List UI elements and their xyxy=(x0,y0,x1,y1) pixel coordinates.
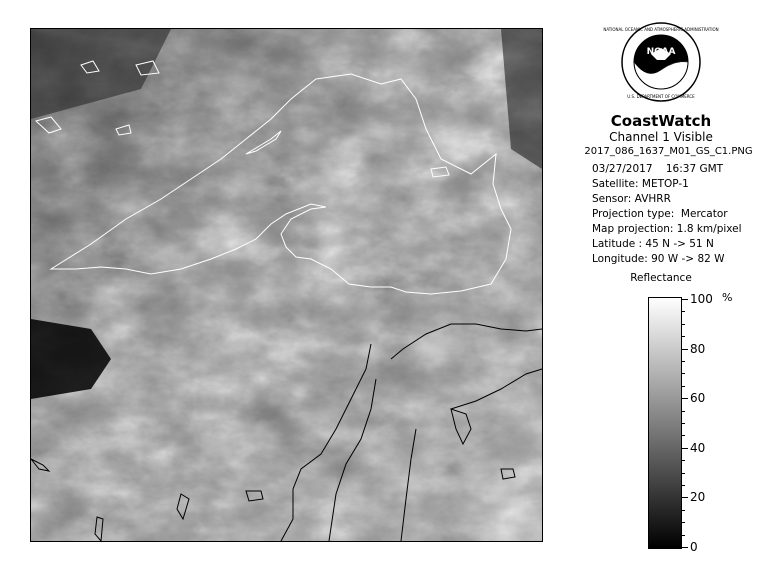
colorbar-minor-tick xyxy=(682,411,685,412)
colorbar-minor-tick xyxy=(682,435,685,436)
seal-text-top: NATIONAL OCEANIC AND ATMOSPHERIC ADMINISTRATION xyxy=(603,27,719,32)
colorbar-tick-mark xyxy=(682,547,688,548)
map-projection-text: Map projection: 1.8 km/pixel xyxy=(592,223,742,235)
colorbar-minor-tick xyxy=(682,522,685,523)
colorbar-tick-mark xyxy=(682,349,688,350)
longitude-text: Longitude: 90 W -> 82 W xyxy=(592,253,725,265)
map-canvas xyxy=(31,29,542,541)
satellite-text: Satellite: METOP-1 xyxy=(592,178,689,190)
colorbar-minor-tick xyxy=(682,423,685,424)
colorbar-tick-label: 40 xyxy=(690,441,706,455)
brand-title: CoastWatch xyxy=(610,112,712,130)
latitude-text: Latitude : 45 N -> 51 N xyxy=(592,238,714,250)
colorbar-tick-label: 20 xyxy=(690,490,706,504)
colorbar-tick-label: 60 xyxy=(690,391,706,405)
satellite-image xyxy=(30,28,543,542)
colorbar-minor-tick xyxy=(682,473,685,474)
colorbar-tick-mark xyxy=(682,448,688,449)
colorbar-tick-label: 80 xyxy=(690,342,706,356)
colorbar-minor-tick xyxy=(682,460,685,461)
colorbar-tick-mark xyxy=(682,497,688,498)
logo-agency-text: NOAA xyxy=(646,47,676,57)
colorbar-minor-tick xyxy=(682,386,685,387)
seal-text-bottom: U.S. DEPARTMENT OF COMMERCE xyxy=(627,94,695,99)
colorbar-tick-mark xyxy=(682,299,688,300)
colorbar-minor-tick xyxy=(682,535,685,536)
projection-type-text: Projection type: Mercator xyxy=(592,208,728,220)
colorbar-minor-tick xyxy=(682,311,685,312)
colorbar-minor-tick xyxy=(682,336,685,337)
colorbar-tick-label: 0 xyxy=(690,540,698,554)
noaa-logo xyxy=(603,22,719,102)
colorbar-tick-mark xyxy=(682,398,688,399)
colorbar-unit: % xyxy=(722,291,733,304)
colorbar-title: Reflectance xyxy=(630,272,692,284)
datetime-text: 03/27/2017 16:37 GMT xyxy=(592,163,724,175)
sensor-text: Sensor: AVHRR xyxy=(592,193,671,205)
product-title: Channel 1 Visible xyxy=(609,130,713,144)
metadata-block xyxy=(592,162,742,267)
colorbar-minor-tick xyxy=(682,510,685,511)
colorbar-minor-tick xyxy=(682,373,685,374)
colorbar-minor-tick xyxy=(682,324,685,325)
cloud-shading xyxy=(31,29,542,541)
colorbar-minor-tick xyxy=(682,485,685,486)
colorbar-minor-tick xyxy=(682,361,685,362)
colorbar xyxy=(648,297,682,549)
file-name: 2017_086_1637_M01_GS_C1.PNG xyxy=(584,146,753,157)
colorbar-tick-label: 100 xyxy=(690,292,713,306)
